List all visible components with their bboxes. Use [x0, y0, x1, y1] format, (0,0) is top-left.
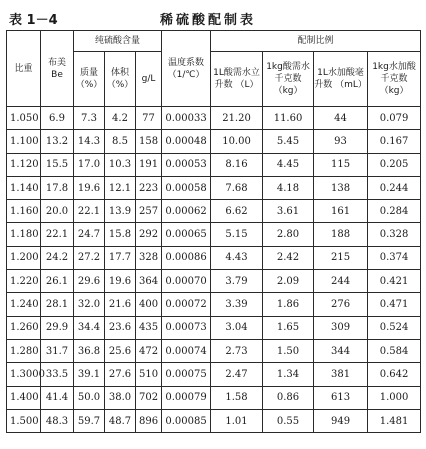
- table-cell: 0.00086: [162, 246, 211, 269]
- table-cell: 1.280: [7, 339, 41, 362]
- table-row: [7, 200, 421, 223]
- table-cell: 3.61: [263, 200, 314, 223]
- table-cell: 48.3: [41, 409, 74, 432]
- table-row: [7, 386, 421, 409]
- table-cell: 2.09: [263, 270, 314, 293]
- table-cell: 17.8: [41, 176, 74, 199]
- table-cell: 26.1: [41, 270, 74, 293]
- table-cell: 435: [136, 316, 162, 339]
- table-cell: 34.4: [74, 316, 105, 339]
- table-cell: 8.16: [211, 153, 263, 176]
- table-cell: 1.34: [263, 363, 314, 386]
- table-cell: 328: [136, 246, 162, 269]
- table-cell: 702: [136, 386, 162, 409]
- table-cell: 22.1: [74, 200, 105, 223]
- table-cell: 38.0: [105, 386, 136, 409]
- table-cell: 44: [314, 107, 368, 130]
- header-temp-coefficient: 温度系数 （1/℃）: [162, 31, 211, 107]
- table-cell: 0.00065: [162, 223, 211, 246]
- table-cell: 0.00074: [162, 339, 211, 362]
- table-cell: 0.00073: [162, 316, 211, 339]
- table-cell: 12.1: [105, 176, 136, 199]
- table-cell: 0.00062: [162, 200, 211, 223]
- table-cell: 0.00058: [162, 176, 211, 199]
- table-cell: 28.1: [41, 293, 74, 316]
- table-cell: 0.00053: [162, 153, 211, 176]
- table-cell: 0.86: [263, 386, 314, 409]
- table-cell: 257: [136, 200, 162, 223]
- table-row: [7, 246, 421, 269]
- table-row: [7, 316, 421, 339]
- table-cell: 4.18: [263, 176, 314, 199]
- table-cell: 2.73: [211, 339, 263, 362]
- table-cell: 613: [314, 386, 368, 409]
- table-row: [7, 339, 421, 362]
- table-cell: 22.1: [41, 223, 74, 246]
- table-cell: 0.374: [368, 246, 421, 269]
- table-cell: 14.3: [74, 130, 105, 153]
- table-cell: 309: [314, 316, 368, 339]
- table-cell: 1.260: [7, 316, 41, 339]
- table-cell: 21.6: [105, 293, 136, 316]
- table-cell: 223: [136, 176, 162, 199]
- table-cell: 5.45: [263, 130, 314, 153]
- table-row: [7, 107, 421, 130]
- table-cell: 0.00085: [162, 409, 211, 432]
- table-cell: 0.00075: [162, 363, 211, 386]
- table-cell: 5.15: [211, 223, 263, 246]
- table-cell: 1.3000: [7, 363, 41, 386]
- table-cell: 27.2: [74, 246, 105, 269]
- table-cell: 25.6: [105, 339, 136, 362]
- table-cell: 24.7: [74, 223, 105, 246]
- table-row: [7, 130, 421, 153]
- table-cell: 0.421: [368, 270, 421, 293]
- header-1kg-water-acid-kg: 1kg水加酸千克数 （kg）: [368, 52, 421, 107]
- table-cell: 29.9: [41, 316, 74, 339]
- table-cell: 0.55: [263, 409, 314, 432]
- table-cell: 17.7: [105, 246, 136, 269]
- table-cell: 77: [136, 107, 162, 130]
- table-cell: 244: [314, 270, 368, 293]
- table-cell: 115: [314, 153, 368, 176]
- table-row: [7, 176, 421, 199]
- header-pure-acid-content: 纯硫酸含量: [74, 31, 162, 52]
- header-g-per-l: g/L: [136, 52, 162, 107]
- table-cell: 0.00072: [162, 293, 211, 316]
- table-cell: 188: [314, 223, 368, 246]
- table-cell: 24.2: [41, 246, 74, 269]
- table-cell: 1.400: [7, 386, 41, 409]
- table-cell: 292: [136, 223, 162, 246]
- table-cell: 36.8: [74, 339, 105, 362]
- table-number: 表 1－4: [9, 13, 58, 28]
- table-cell: 1.000: [368, 386, 421, 409]
- table-body: [7, 107, 421, 433]
- table-cell: 1.120: [7, 153, 41, 176]
- table-cell: 27.6: [105, 363, 136, 386]
- table-cell: 33.5: [41, 363, 74, 386]
- table-cell: 4.45: [263, 153, 314, 176]
- table-cell: 3.39: [211, 293, 263, 316]
- table-cell: 6.62: [211, 200, 263, 223]
- table-cell: 4.43: [211, 246, 263, 269]
- table-cell: 0.079: [368, 107, 421, 130]
- table-cell: 1.58: [211, 386, 263, 409]
- table-cell: 0.328: [368, 223, 421, 246]
- table-cell: 41.4: [41, 386, 74, 409]
- table-row: [7, 270, 421, 293]
- table-cell: 19.6: [105, 270, 136, 293]
- table-cell: 138: [314, 176, 368, 199]
- header-volume-pct: 体积 （%）: [105, 52, 136, 107]
- table-cell: 59.7: [74, 409, 105, 432]
- table-cell: 0.00048: [162, 130, 211, 153]
- table-cell: 949: [314, 409, 368, 432]
- header-1l-water-acid-ml: 1L水加酸毫升数 （mL）: [314, 52, 368, 107]
- table-cell: 0.00079: [162, 386, 211, 409]
- table-cell: 0.00070: [162, 270, 211, 293]
- table-cell: 1.500: [7, 409, 41, 432]
- table-cell: 23.6: [105, 316, 136, 339]
- table-cell: 381: [314, 363, 368, 386]
- table-cell: 31.7: [41, 339, 74, 362]
- table-cell: 39.1: [74, 363, 105, 386]
- header-1kg-acid-water-kg: 1kg酸需水千克数 （kg）: [263, 52, 314, 107]
- table-cell: 2.80: [263, 223, 314, 246]
- table-cell: 11.60: [263, 107, 314, 130]
- table-cell: 364: [136, 270, 162, 293]
- table-row: [7, 409, 421, 432]
- table-cell: 8.5: [105, 130, 136, 153]
- table-cell: 0.471: [368, 293, 421, 316]
- table-cell: 161: [314, 200, 368, 223]
- table-cell: 17.0: [74, 153, 105, 176]
- table-cell: 0.284: [368, 200, 421, 223]
- table-cell: 472: [136, 339, 162, 362]
- table-cell: 191: [136, 153, 162, 176]
- table-cell: 32.0: [74, 293, 105, 316]
- table-cell: 4.2: [105, 107, 136, 130]
- header-specific-gravity: 比重: [7, 31, 41, 107]
- table-cell: 3.04: [211, 316, 263, 339]
- table-cell: 2.47: [211, 363, 263, 386]
- title-bar: [6, 9, 420, 27]
- table-cell: 6.9: [41, 107, 74, 130]
- header-baume: 布美 Be: [41, 31, 74, 107]
- table-cell: 50.0: [74, 386, 105, 409]
- table-cell: 158: [136, 130, 162, 153]
- table-cell: 7.3: [74, 107, 105, 130]
- table-cell: 13.9: [105, 200, 136, 223]
- table-row: [7, 223, 421, 246]
- table-cell: 19.6: [74, 176, 105, 199]
- table-cell: 48.7: [105, 409, 136, 432]
- table-cell: 1.140: [7, 176, 41, 199]
- table-cell: 1.240: [7, 293, 41, 316]
- table-cell: 1.220: [7, 270, 41, 293]
- header-prep-ratio: 配制比例: [211, 31, 421, 52]
- table-cell: 0.642: [368, 363, 421, 386]
- table-cell: 344: [314, 339, 368, 362]
- table-title: 稀硫酸配制表: [160, 13, 257, 28]
- table-cell: 15.8: [105, 223, 136, 246]
- table-cell: 1.200: [7, 246, 41, 269]
- table-cell: 1.100: [7, 130, 41, 153]
- dilute-sulfuric-acid-table: [6, 30, 421, 433]
- table-cell: 21.20: [211, 107, 263, 130]
- table-cell: 1.481: [368, 409, 421, 432]
- table-cell: 400: [136, 293, 162, 316]
- table-cell: 510: [136, 363, 162, 386]
- table-cell: 7.68: [211, 176, 263, 199]
- table-cell: 0.584: [368, 339, 421, 362]
- table-cell: 1.86: [263, 293, 314, 316]
- table-cell: 1.65: [263, 316, 314, 339]
- table-cell: 10.3: [105, 153, 136, 176]
- table-cell: 276: [314, 293, 368, 316]
- table-cell: 0.524: [368, 316, 421, 339]
- table-cell: 215: [314, 246, 368, 269]
- table-cell: 1.050: [7, 107, 41, 130]
- table-cell: 0.205: [368, 153, 421, 176]
- table-row: [7, 153, 421, 176]
- table-cell: 1.180: [7, 223, 41, 246]
- header-1l-acid-water-l: 1L酸需水立升数 （L）: [211, 52, 263, 107]
- table-cell: 13.2: [41, 130, 74, 153]
- table-cell: 1.50: [263, 339, 314, 362]
- table-cell: 0.167: [368, 130, 421, 153]
- table-cell: 896: [136, 409, 162, 432]
- table-cell: 20.0: [41, 200, 74, 223]
- table-cell: 10.00: [211, 130, 263, 153]
- table-cell: 1.01: [211, 409, 263, 432]
- table-cell: 2.42: [263, 246, 314, 269]
- table-cell: 29.6: [74, 270, 105, 293]
- table-cell: 15.5: [41, 153, 74, 176]
- table-row: [7, 293, 421, 316]
- table-cell: 93: [314, 130, 368, 153]
- table-cell: 1.160: [7, 200, 41, 223]
- table-cell: 3.79: [211, 270, 263, 293]
- table-cell: 0.00033: [162, 107, 211, 130]
- table-row: [7, 363, 421, 386]
- header-mass-pct: 质量 （%）: [74, 52, 105, 107]
- table-cell: 0.244: [368, 176, 421, 199]
